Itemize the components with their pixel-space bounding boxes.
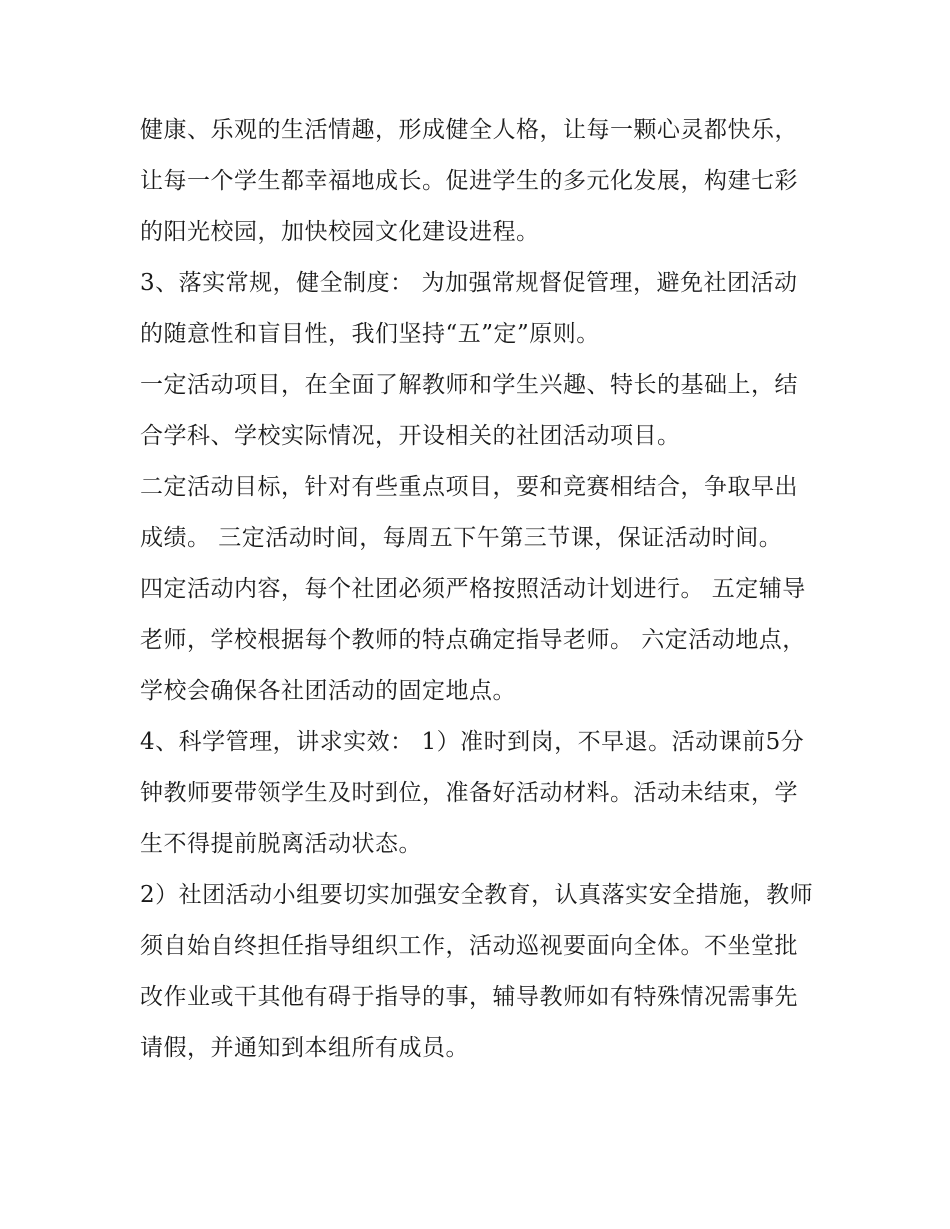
paragraph-1: 健康、乐观的生活情趣，形成健全人格，让每一颗心灵都快乐，让每一个学生都幸福地成长。促进学生的多元化发展，构建七彩的阳光校园，加快校园文化建设进程。 (140, 117, 798, 245)
paragraph-7: 2）社团活动小组要切实加强安全教育，认真落实安全措施，教师须自始自终担任指导组织工作，活动巡视要面向全体。不坐堂批改作业或干其他有碍于指导的事，辅导教师如有特殊情况需事先请假，并通知到本组所有成员。 (140, 882, 814, 1061)
paragraph-2: 3、落实常规，健全制度： 为加强常规督促管理，避免社团活动的随意性和盲目性，我们坚持“五”定”原则。 (140, 270, 798, 347)
paragraph-4: 二定活动目标，针对有些重点项目，要和竞赛相结合，争取早出成绩。 三定活动时间，每周五下午第三节课，保证活动时间。 (140, 474, 798, 551)
document-body (140, 105, 820, 1074)
paragraph-6: 4、科学管理，讲求实效： 1）准时到岗，不早退。活动课前5分钟教师要带领学生及时到位，准备好活动材料。活动未结束，学生不得提前脱离活动状态。 (140, 729, 805, 857)
paragraph-3: 一定活动项目，在全面了解教师和学生兴趣、特长的基础上，结合学科、学校实际情况，开设相关的社团活动项目。 (140, 372, 798, 449)
paragraph-5: 四定活动内容，每个社团必须严格按照活动计划进行。 五定辅导老师，学校根据每个教师的特点确定指导老师。 六定活动地点，学校会确保各社团活动的固定地点。 (140, 576, 806, 704)
